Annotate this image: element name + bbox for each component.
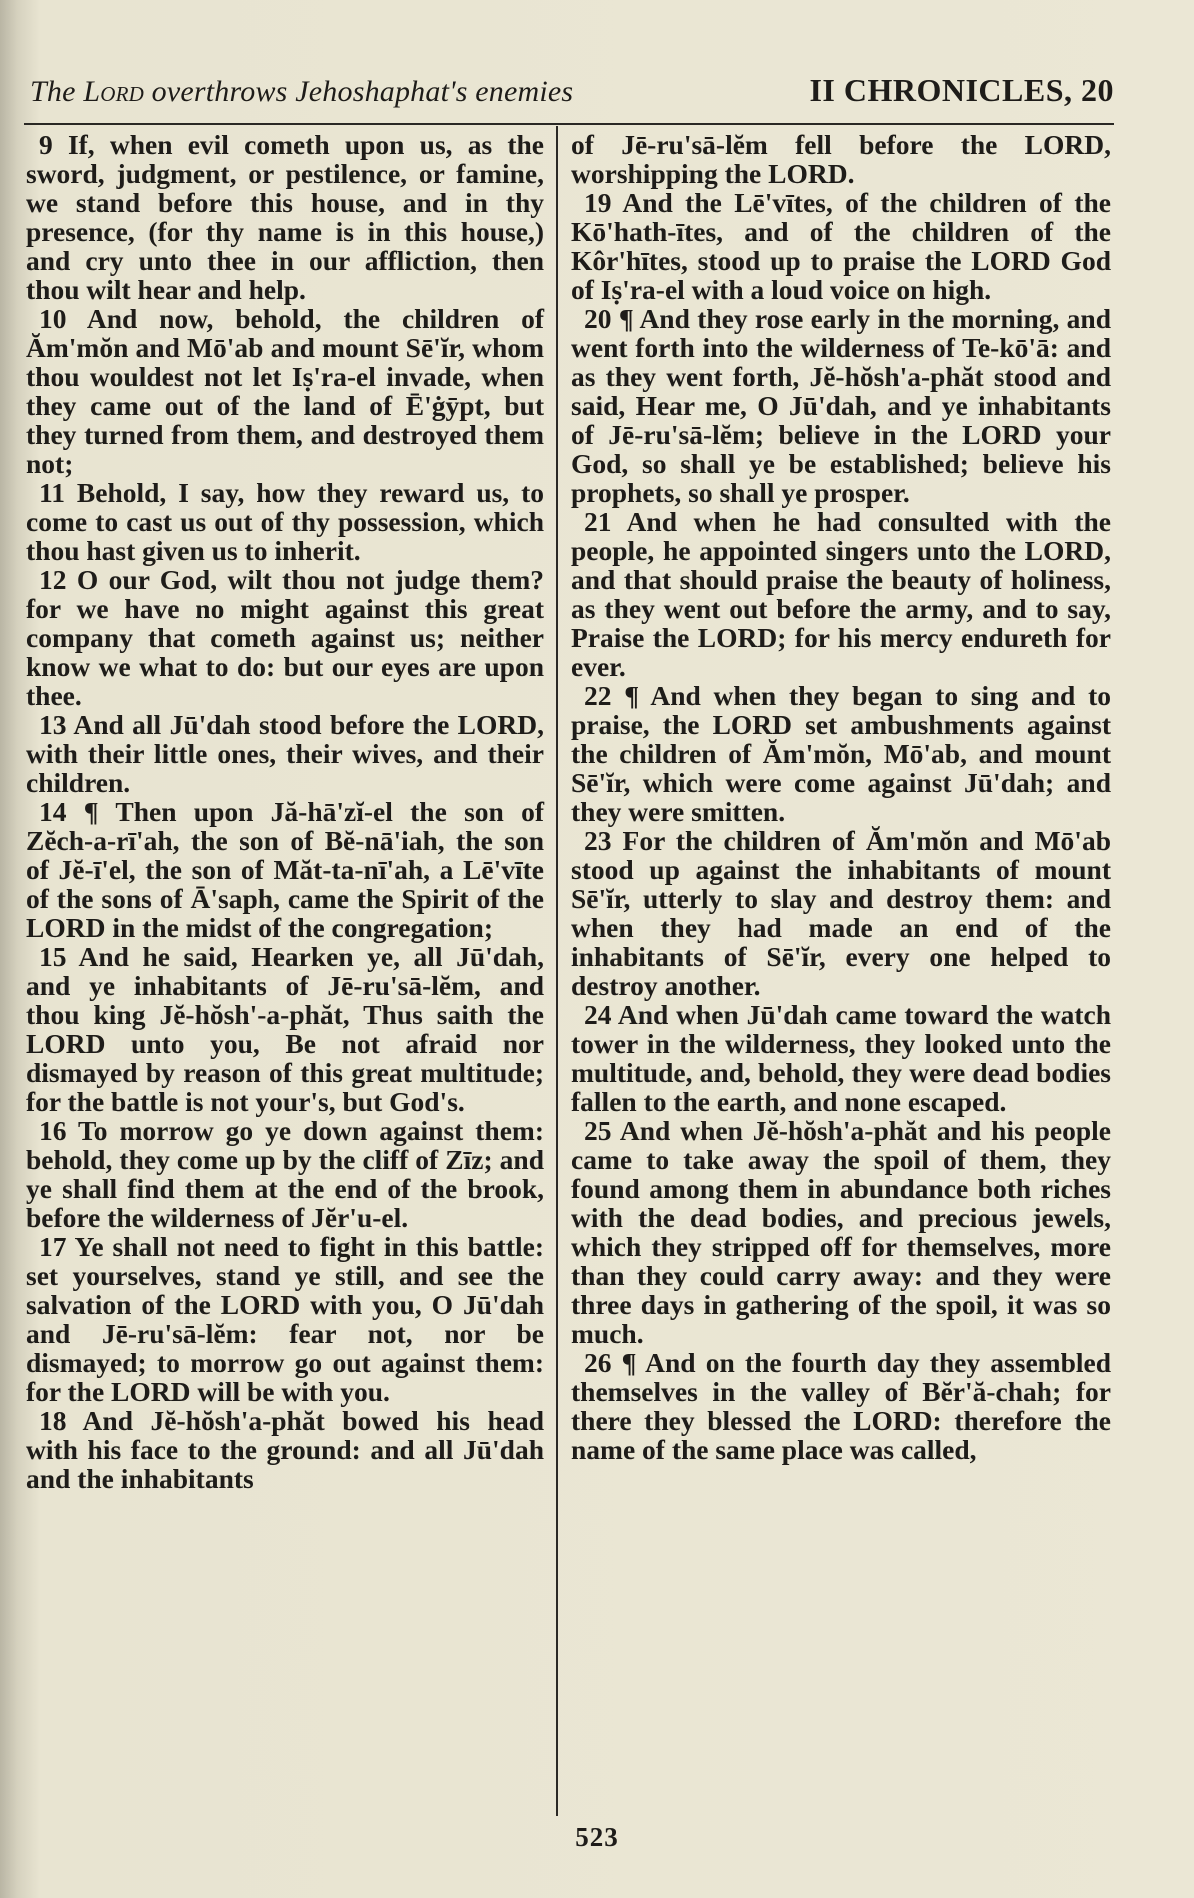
running-head-left [30,75,573,109]
verse-text: And when he had consulted with the people, he appointed singers unto the LORD, and that should praise the beauty of holiness, as they went out before the army, and to say, Praise the LORD; for his mercy endureth for ever. [571,506,1111,682]
verse-number: 12 [39,564,67,595]
verse-text: If, when evil cometh upon us, as the sword, judgment, or pestilence, or famine, we stand before this house, and in thy presence, (for thy name is in this house,) and cry unto thee in our affliction, then thou wilt hear and help. [26,129,544,305]
column-divider [556,126,558,1816]
verse-text: And all Jū'dah stood before the LORD, with their little ones, their wives, and their children. [26,709,545,798]
left-column [26,130,544,1493]
verse-number: 17 [39,1231,67,1262]
verse-number: 24 [584,999,612,1030]
verse-text: Ye shall not need to fight in this battle: set yourselves, stand ye still, and see the salvation of the LORD with you, O Jū'dah and Jē-ru'sā-lĕm: fear not, nor be dismayed; to morrow go out against them: for the LORD will be with you. [26,1231,544,1407]
verse [26,478,544,565]
verse-number: 19 [584,187,612,218]
verse-text: And now, behold, the children of Ăm'mŏn and Mō'ab and mount Sē'ĭr, whom thou wouldest not let Iṣ'ra-el invade, when they came out of the land of Ē'ġȳpt, but they turned from them, and destroyed them not; [26,303,545,479]
verse-number: 16 [39,1115,67,1146]
page-number: 523 [575,1822,619,1852]
verse-number: 9 [39,129,53,160]
verse-number: 26 [584,1347,612,1378]
verse [26,797,544,942]
verse-number: 14 [39,796,67,827]
verse-text: O our God, wilt thou not judge them? for we have no might against this great company that cometh against us; neither know we what to do: but our eyes are upon thee. [26,564,545,711]
running-head [30,72,1114,116]
verse-number: 20 [584,303,612,334]
verse-number: 15 [39,941,67,972]
verse [26,1116,544,1232]
running-head-lord: Lord [83,75,144,108]
verse-text: Behold, I say, how they reward us, to come to cast us out of thy possession, which thou hast given us to inherit. [26,477,544,566]
verse-text: For the children of Ăm'mŏn and Mō'ab stood up against the inhabitants of mount Sē'ĭr, utterly to slay and destroy them: and when they had made an end of the inhabitants of Sē'ĭr, every one helped to destroy another. [571,825,1111,1001]
verse-text: ¶ And on the fourth day they assembled themselves in the valley of Bĕr'ă-chah; for there they blessed the LORD: therefore the name of the same place was called, [571,1347,1111,1465]
verse [571,826,1111,1000]
verse [26,1232,544,1406]
verse [26,130,544,304]
verse-continuation: of Jē-ru'sā-lĕm fell before the LORD, worshipping the LORD. [571,129,1111,189]
verse-number: 22 [584,680,612,711]
verse-number: 10 [39,303,67,334]
verse-number: 18 [39,1405,67,1436]
verse [571,1116,1111,1348]
verse [26,710,544,797]
verse-text: And when Jĕ-hŏsh'a-phăt and his people came to take away the spoil of them, they found among them in abundance both riches with the dead bodies, and precious jewels, which they stripped off for themselves, more than they could carry away: and they were three days in gathering of the spoil, it was so much. [571,1115,1111,1349]
verse-number: 21 [584,506,612,537]
verse [26,304,544,478]
verse-text: To morrow go ye down against them: behold, they come up by the cliff of Zīz; and ye shall find them at the end of the brook, before the wilderness of Jĕr'u-el. [26,1115,544,1233]
verse-number: 13 [39,709,67,740]
verse [571,1000,1111,1116]
verse-number: 25 [584,1115,612,1146]
running-head-prefix: The [30,75,76,108]
verse-text: And when Jū'dah came toward the watch tower in the wilderness, they looked unto the multitude, and, behold, they were dead bodies fallen to the earth, and none escaped. [571,999,1112,1117]
verse-text: And Jĕ-hŏsh'a-phăt bowed his head with his face to the ground: and all Jū'dah and the inhabitants [26,1405,545,1494]
verse [571,304,1111,507]
verse [571,188,1111,304]
verse-text: ¶ Then upon Jă-hā'zĭ-el the son of Zĕch-a-rī'ah, the son of Bĕ-nā'iah, the son of Jĕ-ī'el, the son of Măt-ta-nī'ah, a Lē'vīte of the sons of Ā'saph, came the Spirit of the LORD in the midst of the congregation; [26,796,544,943]
verse-number: 11 [39,477,65,508]
verse [26,942,544,1116]
verse [571,1348,1111,1464]
verse [26,565,544,710]
right-column [571,130,1111,1464]
verse-text: ¶ And when they began to sing and to praise, the LORD set ambushments against the children of Ăm'mŏn, Mō'ab, and mount Sē'ĭr, which were come against Jū'dah; and they were smitten. [571,680,1111,827]
verse-text: ¶ And they rose early in the morning, and went forth into the wilderness of Te-kō'ā: and as they went forth, Jĕ-hŏsh'a-phăt stood and said, Hear me, O Jū'dah, and ye inhabitants of Jē-ru'sā-lĕm; believe in the LORD your God, so shall ye be established; believe his prophets, so shall ye prosper. [571,303,1111,508]
verse-number: 23 [584,825,612,856]
verse-text: And he said, Hearken ye, all Jū'dah, and ye inhabitants of Jē-ru'sā-lĕm, and thou king Jĕ-hŏsh'-a-phăt, Thus saith the LORD unto you, Be not afraid nor dismayed by reason of this great multitude; for the battle is not your's, but God's. [26,941,544,1117]
verse [26,1406,544,1493]
header-rule [24,123,1114,125]
verse-text: And the Lē'vītes, of the children of the Kō'hath-ītes, and of the children of the Kôr'hītes, stood up to praise the LORD God of Iṣ'ra-el with a loud voice on high. [571,187,1111,305]
verse [571,507,1111,681]
verse [571,681,1111,826]
book-chapter-heading: II CHRONICLES, 20 [809,72,1114,108]
running-head-suffix: overthrows Jehoshaphat's enemies [151,75,574,108]
